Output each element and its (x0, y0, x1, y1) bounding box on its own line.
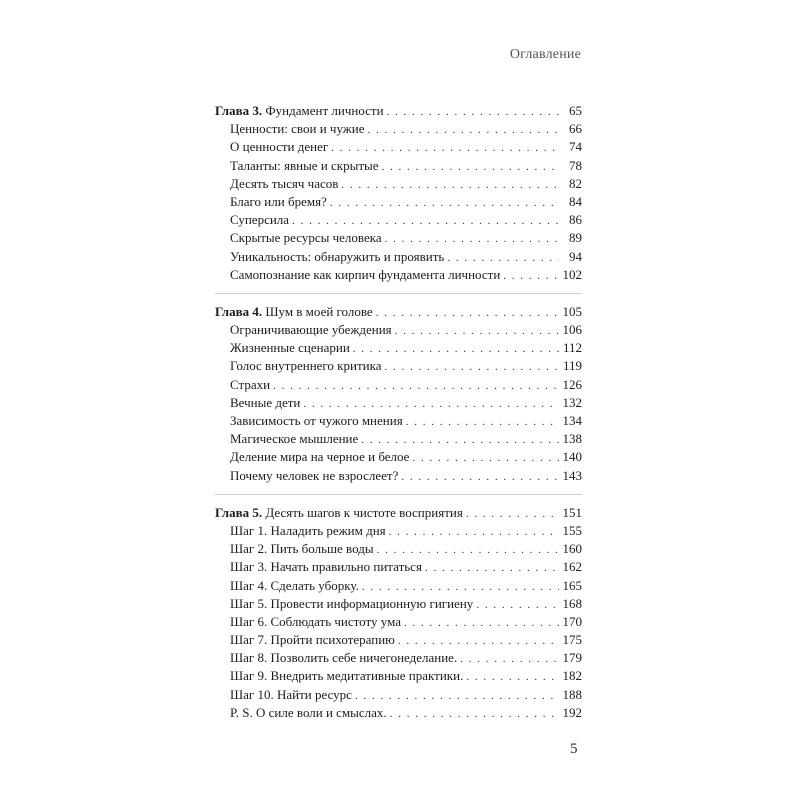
toc-entry-title: Магическое мышление (230, 431, 359, 447)
toc-chapter-title (215, 504, 463, 522)
toc-entry-title: Шаг 4. Сделать уборку. (230, 577, 359, 593)
toc-page-number: 168 (562, 595, 582, 611)
toc-chapter-name: Фундамент личности (265, 103, 384, 118)
toc-entry[interactable] (215, 430, 582, 448)
toc-entry-title: О ценности денег (230, 139, 329, 155)
toc-page-number: 138 (562, 431, 582, 447)
toc-entry[interactable] (215, 412, 582, 430)
toc-entry-title: Таланты: явные и скрытые (230, 157, 379, 173)
toc-entry-title: Жизненные сценарии (230, 340, 350, 356)
toc-page-number: 86 (569, 212, 582, 228)
toc-entry-title: Благо или бремя? (230, 193, 327, 209)
toc-chapter-label: Глава 3. (215, 103, 263, 118)
toc-entry-title: Шаг 7. Пройти психотерапию (230, 632, 395, 648)
toc-entry[interactable] (215, 613, 582, 631)
toc-page-number: 74 (569, 139, 582, 155)
toc-entry-title: Ограничивающие убеждения (230, 322, 392, 338)
toc-page-number: 94 (569, 248, 582, 264)
toc-chapter-entry[interactable] (215, 303, 582, 321)
toc-page-number: 179 (562, 650, 582, 666)
toc-page-number: 160 (562, 541, 582, 557)
toc-entry-title: Зависимость от чужого мнения (230, 413, 403, 428)
toc-section (215, 102, 582, 294)
toc-entry[interactable] (215, 558, 582, 576)
dot-leader (387, 103, 559, 121)
toc-entry[interactable] (215, 120, 582, 138)
dot-leader (361, 431, 559, 449)
dot-leader (406, 413, 559, 431)
toc-page-number: 105 (562, 303, 582, 319)
toc-entry-title: Шаг 2. Пить больше воды (230, 541, 374, 557)
toc-entry-title: Почему человек не взрослеет? (230, 467, 399, 483)
toc-page-number: 82 (569, 175, 582, 191)
toc-page-number: 182 (562, 668, 582, 684)
dot-leader (425, 559, 559, 577)
toc-entry-title: Шаг 6. Соблюдать чистоту ума (230, 613, 401, 629)
dot-leader (395, 322, 559, 340)
toc-page-number: 175 (562, 632, 582, 648)
toc-entry-title: P. S. О силе воли и смыслах. (230, 704, 387, 720)
toc-entry-title: Страхи (230, 376, 271, 392)
toc-entry-title: Шаг 9. Внедрить медитативные практики. (230, 668, 464, 684)
dot-leader (466, 668, 559, 686)
toc-page-number: 65 (569, 103, 582, 118)
toc-entry[interactable] (215, 595, 582, 613)
toc-entry[interactable] (215, 248, 582, 266)
toc-entry[interactable] (215, 649, 582, 667)
toc-page-number: 134 (562, 413, 582, 428)
dot-leader (384, 358, 559, 376)
toc-entry[interactable] (215, 138, 582, 156)
dot-leader (382, 158, 559, 176)
toc-section (215, 303, 582, 495)
dot-leader (447, 249, 559, 267)
dot-leader (353, 340, 559, 358)
dot-leader (355, 687, 559, 705)
toc-page-number: 119 (562, 358, 582, 374)
dot-leader (404, 614, 559, 632)
toc-entry[interactable] (215, 467, 582, 485)
toc-entry-title: Самопознание как кирпич фундамента личности (230, 266, 501, 282)
toc-entry-title: Уникальность: обнаружить и проявить (230, 248, 445, 264)
toc-chapter-name: Шум в моей голове (265, 303, 373, 319)
dot-leader (401, 468, 559, 486)
toc-page-number: 192 (562, 704, 582, 720)
toc-entry-title: Вечные дети (230, 394, 301, 410)
table-of-contents (215, 102, 582, 740)
toc-entry[interactable] (215, 448, 582, 466)
toc-entry-title: Шаг 5. Провести информационную гигиену (230, 595, 474, 611)
dot-leader (390, 705, 559, 723)
dot-leader (466, 505, 559, 523)
toc-entry[interactable] (215, 577, 582, 595)
toc-page-number: 143 (562, 467, 582, 483)
toc-page-number: 151 (562, 504, 582, 520)
toc-entry[interactable] (215, 157, 582, 175)
toc-entry[interactable] (215, 211, 582, 229)
toc-chapter-label: Глава 5. (215, 504, 263, 520)
dot-leader (273, 377, 559, 395)
dot-leader (362, 578, 559, 596)
toc-entry[interactable] (215, 540, 582, 558)
toc-page-number: 132 (562, 394, 582, 410)
toc-entry[interactable] (215, 357, 582, 375)
toc-section (215, 504, 582, 731)
toc-page-number: 188 (562, 686, 582, 702)
dot-leader (385, 230, 559, 248)
toc-chapter-title (215, 102, 384, 120)
toc-entry[interactable] (215, 394, 582, 412)
dot-leader (476, 596, 559, 614)
toc-entry[interactable] (215, 175, 582, 193)
toc-entry[interactable] (215, 667, 582, 685)
dot-leader (331, 139, 559, 157)
toc-entry[interactable] (215, 266, 582, 284)
dot-leader (330, 194, 559, 212)
toc-page-number: 78 (569, 157, 582, 173)
toc-page-number: 102 (562, 266, 582, 282)
dot-leader (412, 449, 559, 467)
dot-leader (292, 212, 559, 230)
toc-chapter-title (215, 303, 373, 321)
toc-entry-title: Шаг 8. Позволить себе ничегонеделание. (230, 650, 458, 666)
toc-entry[interactable] (215, 522, 582, 540)
toc-page-number: 165 (562, 577, 582, 593)
toc-entry[interactable] (215, 376, 582, 394)
toc-entry-title: Голос внутреннего критика (230, 358, 382, 374)
dot-leader (367, 121, 559, 139)
running-head: Оглавление (509, 47, 581, 62)
toc-entry[interactable] (215, 321, 582, 339)
dot-leader (398, 632, 559, 650)
dot-leader (377, 541, 559, 559)
toc-page-number: 126 (562, 376, 582, 392)
toc-entry[interactable] (215, 631, 582, 649)
dot-leader (460, 650, 559, 668)
toc-entry[interactable] (215, 339, 582, 357)
toc-entry[interactable] (215, 229, 582, 247)
toc-page-number: 84 (569, 193, 582, 209)
toc-entry-title: Шаг 10. Найти ресурс (230, 686, 352, 702)
toc-chapter-entry[interactable] (215, 504, 582, 522)
toc-entry-title: Ценности: свои и чужие (230, 121, 365, 137)
toc-entry-title: Деление мира на черное и белое (230, 449, 410, 465)
toc-entry[interactable] (215, 704, 582, 722)
toc-page-number: 140 (562, 449, 582, 465)
toc-entry-title: Скрытые ресурсы человека (230, 230, 382, 246)
toc-chapter-entry[interactable] (215, 102, 582, 120)
toc-chapter-name: Десять шагов к чистоте восприятия (265, 504, 463, 520)
toc-page-number: 106 (562, 322, 582, 338)
toc-entry[interactable] (215, 193, 582, 211)
toc-entry-title: Шаг 1. Наладить режим дня (230, 522, 386, 538)
dot-leader (376, 304, 559, 322)
dot-leader (303, 395, 559, 413)
page-number: 5 (570, 741, 578, 757)
dot-leader (503, 267, 559, 285)
toc-page-number: 66 (569, 121, 582, 137)
toc-entry[interactable] (215, 686, 582, 704)
toc-chapter-label: Глава 4. (215, 303, 263, 319)
toc-page-number: 89 (569, 230, 582, 246)
toc-page-number: 162 (562, 559, 582, 575)
toc-page-number: 112 (562, 340, 582, 356)
toc-entry-title: Суперсила (230, 212, 290, 228)
toc-page-number: 170 (562, 613, 582, 629)
toc-entry-title: Шаг 3. Начать правильно питаться (230, 559, 422, 575)
toc-page-number: 155 (562, 522, 582, 538)
dot-leader (389, 523, 559, 541)
dot-leader (341, 176, 559, 194)
toc-entry-title: Десять тысяч часов (230, 175, 339, 191)
